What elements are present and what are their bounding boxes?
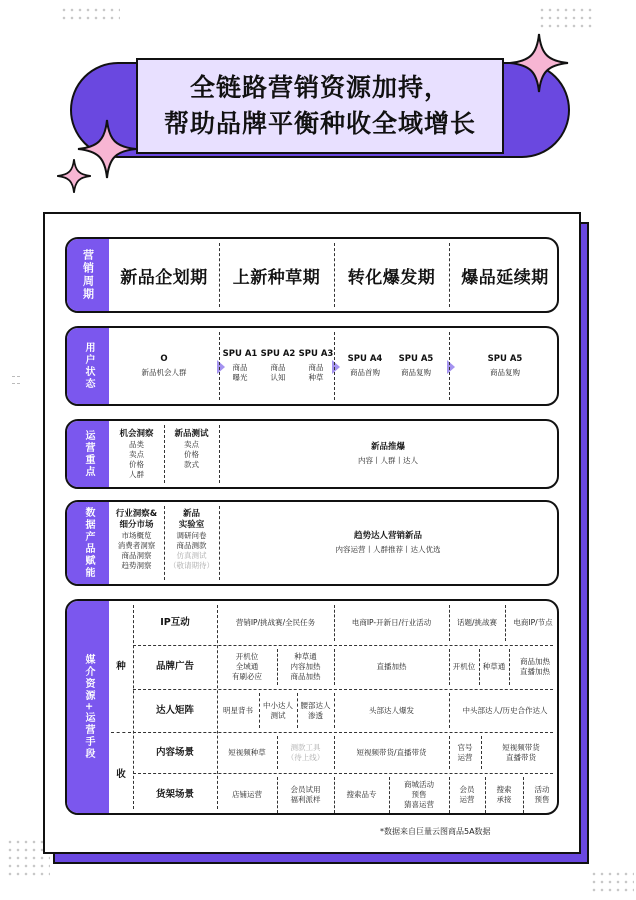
state-desc: 商品复购 [490, 368, 520, 377]
media-head-shelf [133, 773, 217, 815]
user-state-a1 [221, 328, 259, 404]
cell-text: 会员试用 福利派样 [290, 785, 321, 804]
cell-item: 商品洞察 [121, 551, 152, 560]
cell-subtitle: 内容丨人群丨达人 [358, 456, 418, 465]
media-cell [485, 773, 523, 815]
dot-pattern-bottom-right [590, 870, 634, 894]
cell-item: 趋势洞察 [121, 561, 152, 570]
media-cell [449, 689, 559, 732]
row-label-text: 营销周期 [81, 249, 95, 301]
media-head-content [133, 732, 217, 773]
phase-3: 转化爆发期 [347, 267, 436, 288]
state-desc: 商品 认知 [270, 363, 286, 382]
state-code: O [160, 354, 168, 364]
cell-text: 商品加热 直播加热 [520, 657, 550, 676]
cell-item: 品类 [129, 440, 144, 449]
media-cell [479, 645, 509, 689]
sparkle-star-icon [56, 158, 92, 194]
cell-item-disabled: （敬请期待） [169, 561, 214, 570]
media-cell [481, 732, 559, 773]
media-cell [259, 689, 297, 732]
data-product-lab [164, 502, 219, 584]
cell-item: 商品测款 [176, 541, 207, 550]
phase-cell [219, 239, 334, 311]
harvest-label: 收 [116, 768, 126, 780]
row-body [109, 328, 557, 404]
cell-text: 官号 运营 [457, 742, 473, 762]
head-label: 品牌广告 [155, 661, 194, 672]
cell-item: 人群 [129, 470, 144, 479]
state-code: SPU A3 [298, 349, 334, 359]
media-cell [449, 773, 485, 815]
row-label [67, 421, 109, 487]
divider [219, 332, 220, 400]
divider [111, 732, 131, 733]
media-cell [334, 689, 449, 732]
cell-text: 种草通 内容加热 商品加热 [290, 652, 321, 681]
cell-text: 营销IP/挑战赛/全民任务 [235, 618, 316, 627]
state-code: SPU A5 [487, 354, 523, 364]
cell-title: 实验室 [178, 520, 205, 530]
cell-text: 头部达人爆发 [369, 705, 414, 715]
cell-item: 款式 [184, 460, 199, 469]
cell-text: 活动 预售 [534, 785, 550, 804]
media-cell [217, 601, 334, 645]
head-label: 货架场景 [155, 789, 194, 800]
head-label: 达人矩阵 [155, 704, 194, 716]
row-label [67, 502, 109, 584]
row-data-products [65, 500, 559, 586]
row-label-text: 媒介资源+运营手段 [83, 653, 94, 761]
user-state-a3 [297, 328, 335, 404]
phase-cell [334, 239, 449, 311]
row-user-state [65, 326, 559, 406]
row-body [109, 239, 557, 311]
cell-text: 直播加热 [376, 662, 407, 671]
ops-product-test [164, 421, 219, 487]
cell-text: 搜索品专 [346, 790, 377, 799]
media-cell [277, 645, 334, 689]
cell-text: 电商IP/节点 [513, 618, 553, 627]
row-label-text: 运营重点 [83, 430, 94, 478]
cell-text: 搜索 承接 [496, 785, 512, 804]
phase-2: 上新种草期 [232, 267, 321, 288]
cell-text: 短视频带货/直播带货 [356, 747, 427, 757]
row-label [67, 328, 109, 404]
dot-pattern-top-right [538, 6, 594, 30]
media-grid [109, 601, 557, 813]
media-cell [334, 645, 449, 689]
media-cell [334, 601, 449, 645]
footnote: *数据来自巨量云图商品5A数据 [380, 827, 491, 836]
data-trend-talent [219, 502, 557, 584]
divider [334, 332, 335, 400]
media-cell [449, 645, 479, 689]
state-code: SPU A5 [398, 354, 434, 364]
state-code: SPU A2 [260, 349, 296, 359]
media-cell [505, 601, 559, 645]
cell-title: 新品测试 [174, 429, 209, 439]
row-media-resources [65, 599, 559, 815]
user-state-a4 [341, 328, 389, 404]
cell-text: 开机位 全域通 有刷必应 [232, 652, 262, 681]
harvest-marker [109, 732, 133, 815]
media-cell-disabled [277, 732, 334, 773]
state-code: SPU A4 [347, 354, 383, 364]
state-desc: 商品首购 [350, 368, 380, 377]
data-industry-insight [109, 502, 164, 584]
head-label: IP互动 [160, 617, 190, 628]
media-cell [523, 773, 559, 815]
state-desc: 商品复购 [401, 368, 431, 377]
cell-text: 腰部达人 渗透 [300, 700, 331, 720]
side-mark [12, 376, 20, 384]
cell-item: 调研问卷 [176, 531, 207, 540]
media-cell [334, 773, 389, 815]
media-cell [297, 689, 334, 732]
cell-title: 行业洞察& [115, 509, 158, 519]
media-cell [217, 732, 277, 773]
cell-item: 市场概览 [121, 531, 152, 540]
state-code: SPU A1 [222, 349, 258, 359]
cell-item: 卖点 [184, 440, 199, 449]
seed-label: 种 [116, 660, 126, 672]
media-cell [389, 773, 449, 815]
row-ops-focus [65, 419, 559, 489]
user-state-a5-repeat [449, 328, 559, 404]
cell-title: 机会洞察 [119, 429, 154, 439]
row-label-text: 用户状态 [83, 342, 94, 390]
cell-text: 中头部达人/历史合作达人 [462, 705, 548, 715]
media-cell [449, 732, 481, 773]
seed-marker [109, 601, 133, 732]
cell-text: 中小达人 测试 [263, 700, 293, 720]
cell-subtitle: 内容运营丨人群推荐丨达人优选 [335, 545, 441, 554]
cell-item: 价格 [184, 450, 199, 459]
cell-item: 价格 [129, 460, 144, 469]
cell-title: 细分市场 [119, 520, 154, 530]
cell-text: 短视频带货 直播带货 [502, 742, 540, 762]
sparkle-star-icon [508, 32, 570, 94]
user-state-a2 [259, 328, 297, 404]
media-cell [334, 732, 449, 773]
cell-text: 种草通 [482, 662, 506, 671]
media-cell [217, 773, 277, 815]
row-body [109, 421, 557, 487]
media-cell [449, 601, 505, 645]
media-cell [509, 645, 559, 689]
cell-text: 测款工具 （待上线） [286, 742, 325, 762]
cell-text: 短视频种草 [228, 747, 266, 757]
state-desc: 商品 曝光 [232, 363, 248, 382]
state-desc: 新品机会人群 [141, 368, 187, 377]
cell-text: 电商IP-开新日/行业活动 [351, 618, 432, 627]
phase-cell [449, 239, 559, 311]
media-cell [217, 689, 259, 732]
banner-title-box [136, 58, 504, 154]
phase-4: 爆品延续期 [461, 267, 549, 288]
dot-pattern-top-left [60, 6, 120, 24]
media-head-brand [133, 645, 217, 689]
head-label: 内容场景 [155, 746, 194, 758]
media-cell [277, 773, 334, 815]
cell-item: 消费者洞察 [117, 541, 156, 550]
cell-title: 趋势达人营销新品 [353, 531, 422, 541]
cell-text: 明星背书 [223, 705, 253, 715]
user-state-o [109, 328, 219, 404]
row-label [67, 601, 109, 813]
cell-item-disabled: 仿真测试 [176, 551, 207, 560]
cell-item: 卖点 [129, 450, 144, 459]
row-body [109, 502, 557, 584]
media-head-talent [133, 689, 217, 732]
media-cell [217, 645, 277, 689]
title-line-1: 全链路营销资源加持， [189, 73, 450, 102]
row-marketing-cycle [65, 237, 559, 313]
phase-1: 新品企划期 [120, 267, 208, 288]
cell-text: 店铺运营 [232, 790, 262, 799]
cell-text: 开机位 [452, 662, 476, 671]
cell-text: 商城活动 预售 猜喜运营 [404, 780, 434, 809]
cell-title: 新品 [182, 509, 200, 519]
state-desc: 商品 种草 [308, 363, 324, 382]
ops-opportunity [109, 421, 164, 487]
row-label [67, 239, 109, 311]
media-head-ip [133, 601, 217, 645]
cell-title: 新品推爆 [370, 442, 405, 452]
row-label-text: 数据产品赋能 [83, 507, 94, 579]
cell-text: 话题/挑战赛 [456, 618, 498, 627]
phase-cell [109, 239, 219, 311]
title-line-2: 帮助品牌平衡种收全域增长 [163, 109, 476, 138]
ops-boost [219, 421, 557, 487]
cell-text: 会员 运营 [459, 785, 475, 804]
user-state-a5 [391, 328, 441, 404]
